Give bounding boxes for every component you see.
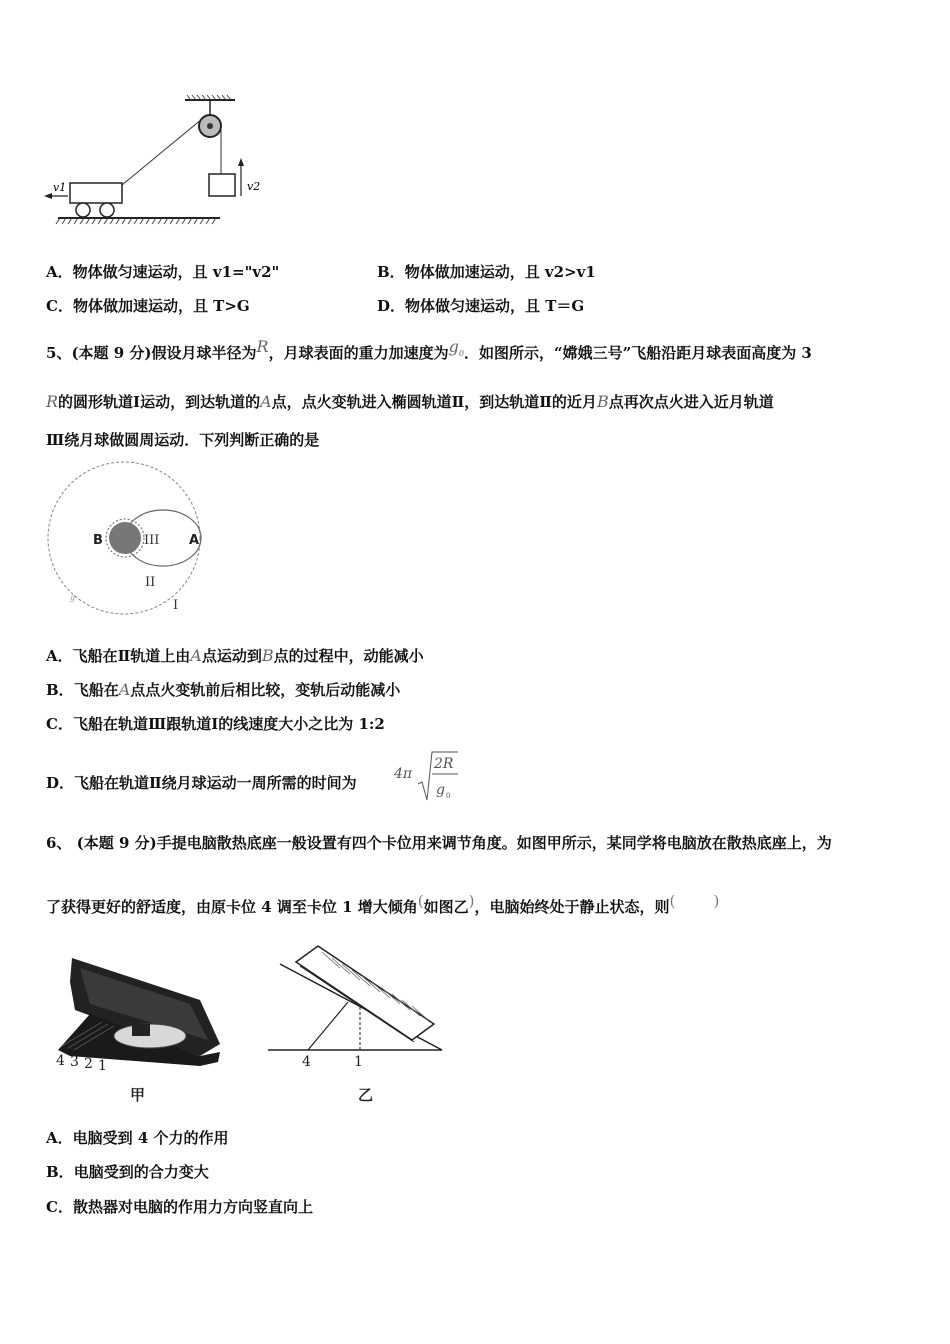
- g-symbol: g: [448, 337, 459, 356]
- figure-jia-label: 甲: [130, 1086, 146, 1104]
- option-text: 点运动到: [201, 647, 262, 665]
- q5-stem-line3: Ⅲ绕月球做圆周运动．下列判断正确的是: [46, 431, 320, 449]
- option-text: 电脑受到的合力变大: [73, 1163, 209, 1181]
- q5-option-d[interactable]: [46, 773, 357, 793]
- q4-option-c[interactable]: [46, 296, 250, 316]
- option-letter: C．: [46, 715, 73, 733]
- slot-2-label: 2: [84, 1056, 93, 1072]
- option-letter: D．: [46, 774, 75, 792]
- option-text: 飞船在Ⅱ轨道上由: [72, 647, 191, 665]
- stem-text: ，月球表面的重力加速度为: [268, 344, 449, 362]
- question-number: 6、: [46, 834, 72, 852]
- option-letter: A．: [46, 263, 73, 281]
- option-text: 点点火变轨前后相比较，变轨后动能减小: [130, 681, 401, 699]
- option-letter: A．: [46, 1129, 73, 1147]
- orbit-ii-label: II: [145, 575, 156, 590]
- q6-option-b[interactable]: [46, 1162, 209, 1182]
- stem-text: 手提电脑散热底座一般设置有四个卡位用来调节角度。如图甲所示，某同学将电脑放在散热底座上，为: [156, 834, 832, 852]
- symbol-A: A: [190, 646, 202, 665]
- option-text: 飞船在: [73, 681, 119, 699]
- fig2-slot-4-label: 4: [302, 1054, 311, 1070]
- orbit-figure: [44, 458, 214, 618]
- q5-option-b[interactable]: [46, 680, 400, 700]
- q5-option-c[interactable]: [46, 714, 385, 734]
- option-text: 点的过程中，动能减小: [273, 647, 424, 665]
- stem-text: 的圆形轨道Ⅰ运动，到达轨道的: [58, 393, 261, 411]
- period-formula: [392, 748, 462, 804]
- formula-denominator: g: [436, 782, 445, 798]
- symbol-B: B: [596, 392, 609, 411]
- slot-1-label: 1: [98, 1058, 107, 1074]
- laptop-stand-figure-yi: [262, 940, 452, 1108]
- q5-option-a[interactable]: [46, 646, 424, 666]
- stem-text: 如图乙: [423, 898, 469, 916]
- option-text: 飞船在轨道Ⅱ绕月球运动一周所需的时间为: [74, 774, 357, 792]
- option-letter: A．: [46, 647, 73, 665]
- formula-coef: 4π: [394, 766, 413, 782]
- v1-label: v1: [53, 181, 67, 194]
- symbol-A: A: [118, 680, 131, 699]
- figure-yi-label: 乙: [358, 1086, 374, 1104]
- option-letter: C．: [46, 1198, 73, 1216]
- point-b-label: B: [93, 533, 103, 548]
- point-a-label: A: [189, 533, 200, 548]
- option-text: 物体做匀速运动，且 v1="v2": [72, 263, 280, 281]
- q5-stem-line2: [46, 392, 774, 412]
- q4-option-b[interactable]: [377, 262, 596, 282]
- stem-text: ，电脑始终处于静止状态，则: [474, 898, 670, 916]
- stem-text: 点再次点火进入近月轨道: [608, 393, 774, 411]
- question-number: 5、: [46, 344, 72, 362]
- q6-stem-line2: 了获得更好的舒适度，由原卡位 4 调至卡位 1 增大倾角(如图乙)，电脑始终处于静止状态，则( ): [46, 892, 720, 916]
- option-text: 物体做匀速运动，且 T＝G: [405, 297, 585, 315]
- stem-text: ．如图所示，“嫦娥三号”飞船沿距月球表面高度为 3: [463, 344, 812, 362]
- option-text: 电脑受到 4 个力的作用: [72, 1129, 229, 1147]
- slot-3-label: 3: [70, 1054, 79, 1070]
- g-label: g: [70, 593, 76, 602]
- q6-option-a[interactable]: [46, 1128, 229, 1148]
- fig2-slot-1-label: 1: [354, 1054, 363, 1070]
- option-text: 散热器对电脑的作用力方向竖直向上: [72, 1198, 313, 1216]
- option-text: 物体做加速运动，且 v2>v1: [404, 263, 596, 281]
- q6-stem-line1: [46, 833, 832, 853]
- formula-numerator: 2R: [434, 756, 454, 772]
- pulley-cart-figure: [40, 92, 280, 234]
- option-text: 物体做加速运动，且 T>G: [72, 297, 250, 315]
- option-letter: D．: [377, 297, 406, 315]
- orbit-i-label: I: [173, 598, 179, 613]
- symbol-g0: [448, 337, 464, 359]
- v2-label: v2: [247, 180, 261, 193]
- stem-text: 了获得更好的舒适度，由原卡位 4 调至卡位 1 增大倾角: [46, 898, 418, 916]
- answer-paren[interactable]: ( ): [669, 892, 720, 910]
- question-points: (本题 9 分): [76, 834, 157, 852]
- symbol-B: B: [261, 646, 274, 665]
- option-text: 飞船在轨道Ⅲ跟轨道Ⅰ的线速度大小之比为 1:2: [72, 715, 385, 733]
- symbol-R: R: [46, 392, 59, 411]
- symbol-R: R: [256, 337, 269, 356]
- stem-text: 假设月球半径为: [151, 344, 257, 362]
- option-letter: B．: [46, 681, 74, 699]
- q4-option-a[interactable]: [46, 262, 279, 282]
- option-letter: B．: [46, 1163, 74, 1181]
- slot-4-label: 4: [56, 1053, 65, 1069]
- option-letter: B．: [377, 263, 405, 281]
- symbol-A: A: [260, 392, 272, 411]
- stem-text: 点，点火变轨进入椭圆轨道Ⅱ，到达轨道Ⅱ的近月: [271, 393, 597, 411]
- formula-subscript: 0: [446, 792, 451, 800]
- q4-option-d[interactable]: [377, 296, 584, 316]
- q5-stem-line1: [46, 337, 812, 370]
- q6-option-c[interactable]: [46, 1197, 313, 1217]
- option-letter: C．: [46, 297, 73, 315]
- orbit-iii-label: III: [144, 533, 160, 548]
- question-points: (本题 9 分): [71, 344, 152, 362]
- g-subscript: 0: [458, 349, 464, 359]
- laptop-stand-figure-jia: [50, 952, 230, 1107]
